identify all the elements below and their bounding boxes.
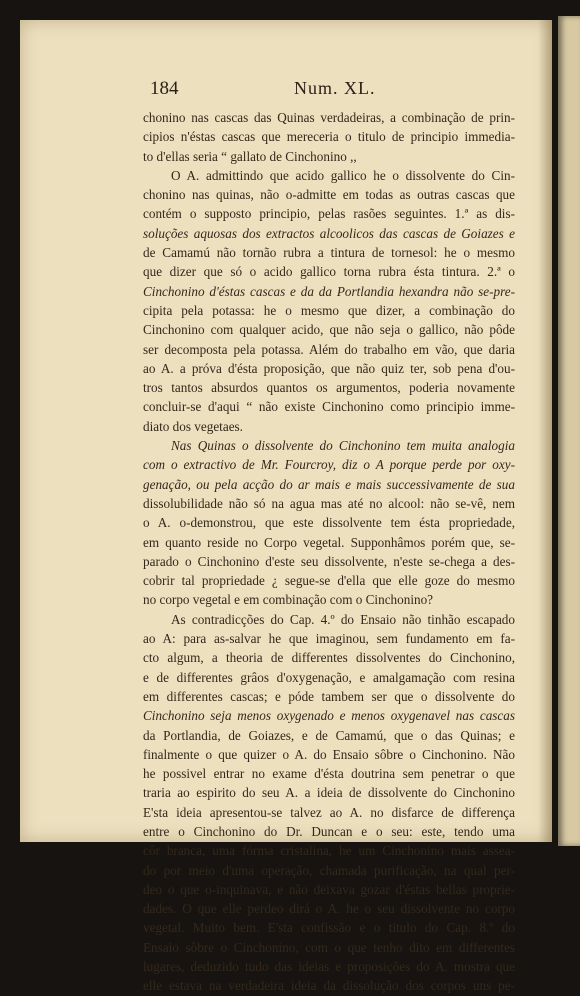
- text-line: cipita pela potassa: he o mesmo que dizer, a combinação do: [143, 302, 515, 318]
- text-line: genação, ou pela acção do ar mais e mais successivamente de sua: [143, 476, 515, 492]
- text-line: ao A: para as-salvar he que imaginou, sem fundamento em fa-: [143, 631, 515, 647]
- text-line: he possivel entrar no exame d'ésta doutrina sem penetrar o que: [143, 766, 515, 782]
- text-line: deo o que o-inquinava, e não deixava gozar d'éstas bellas proprie-: [143, 881, 515, 897]
- text-line: ao A. a próva d'ésta proposição, que não quiz ter, sob pena d'ou-: [143, 360, 515, 376]
- text-line: em differentes cascas; e póde tambem ser que o dissolvente do: [143, 688, 515, 704]
- page-header: [150, 78, 526, 102]
- text-line: côr branca, uma fórma cristalina, he um Cinchonino mais assea-: [143, 843, 515, 859]
- text-line: to d'ellas seria “ gallato de Cinchonino ,,: [143, 148, 357, 164]
- text-line: e de differentes grâos d'oxygenação, e amalgamação com resina: [143, 669, 515, 685]
- text-line: entre o Cinchonino do Dr. Duncan e o seu: este, tendo uma: [143, 823, 515, 839]
- text-line: As contradicções do Cap. 4.º do Ensaio não tinhão escapado: [171, 611, 515, 627]
- running-title: Num. XL.: [294, 78, 376, 98]
- text-line: vegetal. Muito bem. E'sta confissão e o titulo do Cap. 8.º do: [143, 920, 515, 936]
- body-text: [143, 108, 515, 996]
- text-line: Nas Quinas o dissolvente do Cinchonino tem muita analogia: [171, 438, 515, 454]
- text-line: contém o supposto principio, pelas rasões seguintes. 1.ª as dis-: [143, 206, 515, 222]
- text-line: chonino nas cascas das Quinas verdadeiras, a combinação de prin-: [143, 110, 515, 125]
- text-line: da Portlandia, de Goiazes, e de Camamú, que o das Quinas; e: [143, 727, 515, 743]
- text-line: traria ao espirito do seu A. a ideia de dissolvente do Cinchonino: [143, 785, 515, 801]
- page-number: 184: [150, 78, 179, 99]
- text-line: E'sta ideia apresentou-se talvez ao A. no disfarce de differença: [143, 804, 515, 820]
- text-line: finalmente o que quizer o A. do Ensaio sôbre o Cinchonino. Não: [143, 746, 515, 762]
- text-line: cipios n'éstas cascas que mereceria o titulo de principio immedia-: [143, 129, 515, 145]
- text-line: ser decomposta pela potassa. Além do trabalho em vão, que daria: [143, 341, 515, 357]
- text-line: de Camamú não tornão rubra a tintura de tornesol: he o mesmo: [143, 245, 515, 261]
- text-line: Cinchonino com qualquer acido, que não seja o gallico, não pôde: [143, 322, 515, 338]
- text-line: dissolubilidade não só na agua mas até no alcool: não se-vê, nem: [143, 495, 515, 511]
- text-line: do por meio d'uma operação, chamada purificação, na qual per-: [143, 862, 515, 878]
- text-line: O A. admittindo que acido gallico he o dissolvente do Cin-: [171, 167, 515, 183]
- text-line: cobrir tal propriedade ¿ segue-se d'ella que elle goze do mesmo: [143, 573, 515, 589]
- text-line: Cinchonino seja menos oxygenado e menos oxygenavel nas cascas: [143, 708, 515, 724]
- text-line: diato dos vegetaes.: [143, 418, 243, 434]
- text-line: parado o Cinchonino d'este seu dissolvente, n'este se-chega a des-: [143, 553, 515, 569]
- text-line: dades. O que elle perdeo dirá o A. he o seu dissolvente no corpo: [143, 901, 515, 917]
- text-line: que dizer que só o acido gallico torna rubra ésta tintura. 2.ª o: [143, 264, 515, 280]
- text-line: chonino nas quinas, não o-admitte em todas as outras cascas que: [143, 187, 515, 203]
- text-line: tros tantos absurdos quantos os argumentos, poderia novamente: [143, 380, 515, 396]
- text-line: com o extractivo de Mr. Fourcroy, diz o A porque perde por oxy-: [143, 457, 515, 473]
- text-line: no corpo vegetal e em combinação com o Cinchonino?: [143, 592, 434, 608]
- text-line: Ensaio sôbre o Cinchonino, com o que tenho dito em differentes: [143, 939, 515, 955]
- text-line: Cinchonino d'éstas cascas e da da Portlandia hexandra não se-pre-: [143, 283, 515, 299]
- next-page-edge: [558, 16, 580, 846]
- text-line: concluir-se d'aqui “ não existe Cinchonino como principio imme-: [143, 399, 515, 415]
- text-line: lugares, deduzido tudo das ideias e proposições do A. mostra que: [143, 959, 515, 975]
- text-line: em quanto reside no Corpo vegetal. Supponhâmos porém que, se-: [143, 534, 515, 550]
- text-line: o A. o-demonstrou, que este dissolvente tem ésta propriedade,: [143, 515, 515, 531]
- text-line: elle estava na verdadeira ideia da dissolução dos corpos uns pe-: [143, 978, 515, 994]
- text-line: soluções aquosas dos extractos alcoolicos das cascas de Goiazes e: [143, 225, 515, 241]
- text-line: cto algum, a theoria de differentes dissolventes do Cinchonino,: [143, 650, 515, 666]
